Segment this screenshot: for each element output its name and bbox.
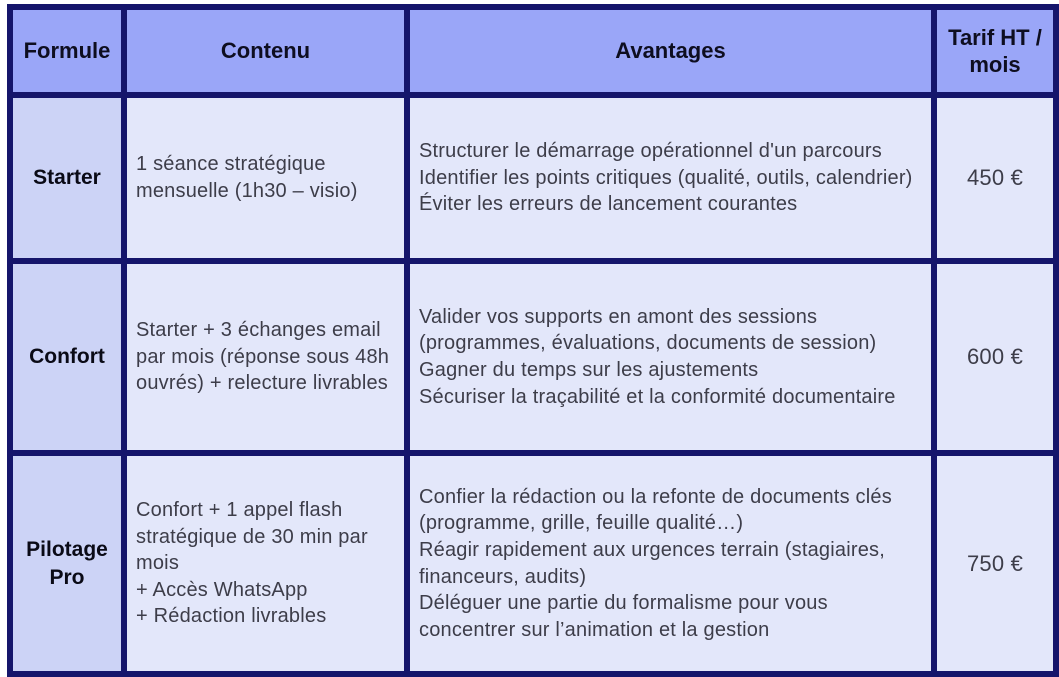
- header-cell-formule: Formule: [13, 10, 121, 92]
- formule-cell-pilotage-pro: Pilotage Pro: [13, 456, 121, 671]
- contenu-cell-confort: [127, 264, 404, 450]
- contenu-line: Confort + 1 appel flash stratégique de 30 min par mois: [136, 499, 368, 575]
- header-cell-avantages: Avantages: [410, 10, 931, 92]
- avantage-line: Valider vos supports en amont des sessions (programmes, évaluations, documents de session): [419, 305, 877, 355]
- tarif-cell-confort: 600 €: [937, 264, 1053, 450]
- header-cell-contenu: Contenu: [127, 10, 404, 92]
- avantage-line: Identifier les points critiques (qualité, outils, calendrier): [419, 166, 913, 189]
- avantage-line: Réagir rapidement aux urgences terrain (stagiaires, financeurs, audits): [419, 538, 885, 588]
- avantage-line: Structurer le démarrage opérationnel d'un parcours: [419, 140, 882, 163]
- avantage-line: Confier la rédaction ou la refonte de documents clés (programme, grille, feuille qualité…): [419, 485, 892, 535]
- avantages-cell-pilotage-pro: [410, 456, 931, 671]
- contenu-line: + Rédaction livrables: [136, 605, 327, 628]
- formule-cell-starter: Starter: [13, 98, 121, 258]
- contenu-line: 1 séance stratégique mensuelle (1h30 – visio): [136, 153, 358, 202]
- avantage-line: Gagner du temps sur les ajustements: [419, 359, 759, 381]
- avantage-line: Sécuriser la traçabilité et la conformité documentaire: [419, 385, 896, 408]
- contenu-cell-starter: [127, 98, 404, 258]
- tarif-cell-starter: 450 €: [937, 98, 1053, 258]
- avantage-line: Éviter les erreurs de lancement courantes: [419, 193, 798, 216]
- avantage-line: Déléguer une partie du formalisme pour vous concentrer sur l’animation et la gestion: [419, 592, 828, 641]
- pricing-table: [7, 4, 1059, 677]
- tarif-cell-pilotage-pro: 750 €: [937, 456, 1053, 671]
- avantages-cell-starter: [410, 98, 931, 258]
- formule-cell-confort: Confort: [13, 264, 121, 450]
- avantages-cell-confort: [410, 264, 931, 450]
- contenu-cell-pilotage-pro: [127, 456, 404, 671]
- contenu-line: Starter + 3 échanges email par mois (réponse sous 48h ouvrés) + relecture livrables: [136, 319, 390, 395]
- header-cell-tarif: Tarif HT / mois: [937, 10, 1053, 92]
- contenu-line: + Accès WhatsApp: [136, 578, 308, 601]
